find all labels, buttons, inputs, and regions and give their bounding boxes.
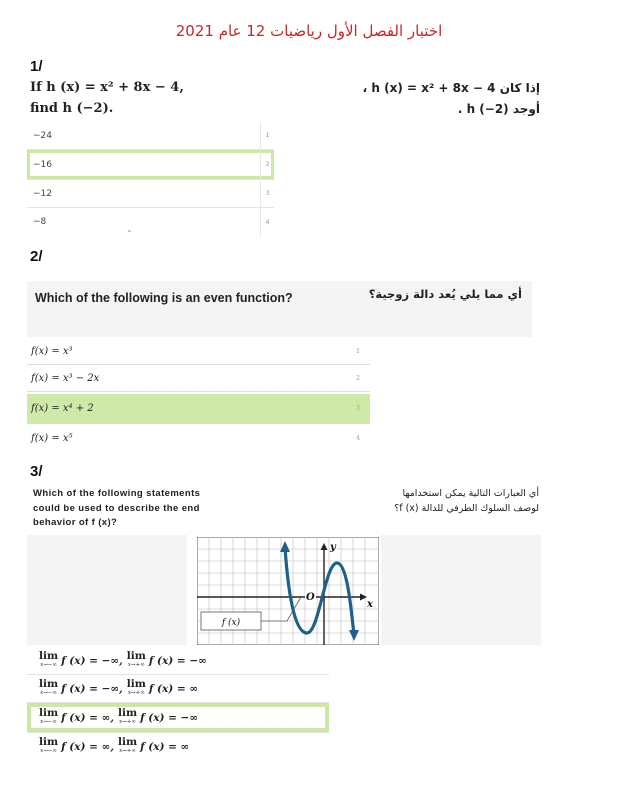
x-axis-label: x [367, 599, 373, 610]
q1-stem-en-line2: find h (−2). [30, 101, 114, 116]
option-number: 4 [356, 435, 360, 442]
q3-stem-en [33, 487, 273, 531]
q1-stem-en-line1: If h (x) = x² + 8x − 4, [30, 80, 184, 95]
lim-left: lim x→−∞ [39, 706, 59, 725]
q2-option-1[interactable] [27, 338, 370, 365]
q1-stem-ar-line2: أوجد h (−2) . [457, 102, 540, 116]
option-number: 4 [260, 208, 274, 236]
q3-option-2[interactable] [27, 675, 329, 703]
q1-option-3[interactable] [27, 180, 274, 208]
q3-stem-en-line1: Which of the following statements [33, 488, 201, 499]
graph-panel-left [27, 535, 187, 645]
q3-option-4[interactable] [27, 733, 329, 761]
option-number: 1 [260, 122, 274, 149]
q3-stem-en-line2: could be used to describe the end [33, 502, 200, 514]
q2-stem-box [27, 281, 532, 337]
option-right: f (x) = −∞ [148, 654, 207, 667]
option-text: −16 [33, 159, 52, 170]
curve-label: f (x) [221, 618, 241, 628]
option-text: f(x) = x⁵ [31, 433, 73, 444]
option-number: 3 [260, 180, 274, 207]
q3-option-3-selected[interactable] [27, 703, 329, 733]
q3-option-1[interactable] [27, 647, 329, 675]
option-left: f (x) = −∞, [61, 654, 123, 667]
lim-right: lim x→+∞ [126, 677, 146, 696]
origin-label: O [306, 592, 315, 603]
end-behavior-graph [197, 537, 379, 645]
question-number-2: 2/ [30, 248, 43, 265]
option-text: −8 [33, 217, 47, 227]
lim-right: lim x→+∞ [117, 706, 138, 725]
q1-option-4[interactable] [27, 208, 274, 236]
lim-left: lim x→−∞ [39, 677, 59, 696]
graph-panel-right [381, 535, 541, 645]
option-number: 2 [356, 374, 360, 382]
q2-option-4[interactable] [27, 425, 370, 452]
q1-option-2-selected[interactable] [27, 150, 274, 180]
q3-stem-ar-line1: أي العبارات التالية يمكن استخدامها [402, 488, 539, 499]
option-right: f (x) = −∞ [140, 711, 199, 724]
q3-stem-en-line3: behavior of f (x)? [33, 517, 118, 528]
lim-right: lim x→+∞ [126, 649, 146, 668]
option-text: f(x) = x³ − 2x [31, 372, 100, 384]
option-text: −24 [33, 130, 52, 141]
option-left: f (x) = ∞, [61, 741, 114, 753]
option-left: f (x) = −∞, [61, 682, 123, 695]
y-axis-label: y [330, 542, 336, 553]
page-title: اختبار الفصل الأول رياضيات 12 عام 2021 [175, 22, 443, 40]
lim-right: lim x→+∞ [117, 736, 138, 754]
option-number: 3 [356, 405, 360, 412]
q2-stem-en: Which of the following is an even function? [35, 291, 293, 305]
q3-stem-ar-line2: لوصف السلوك الطرفي للدالة f (x)؟ [394, 502, 539, 514]
chevron-up-icon: ⌃ [126, 229, 133, 238]
option-right: f (x) = ∞ [148, 682, 199, 695]
q1-stem-ar-line1: إذا كان h (x) = x² + 8x − 4 ، [362, 81, 540, 95]
q1-option-1[interactable] [27, 122, 274, 150]
q2-option-3-selected[interactable] [27, 394, 370, 424]
q3-stem-ar [339, 487, 539, 516]
lim-left: lim x→−∞ [39, 736, 59, 754]
option-text: f(x) = x⁴ + 2 [31, 403, 94, 414]
option-number: 1 [356, 347, 360, 355]
q2-stem-ar: أي مما يلي يُعد دالة زوجية؟ [368, 287, 522, 301]
option-text: f(x) = x³ [31, 345, 73, 357]
lim-left: lim x→−∞ [39, 649, 59, 668]
question-number-3: 3/ [30, 463, 43, 480]
question-number-1: 1/ [30, 58, 43, 75]
option-number: 2 [260, 150, 274, 179]
option-text: −12 [33, 188, 52, 199]
option-right: f (x) = ∞ [140, 741, 190, 753]
option-left: f (x) = ∞, [61, 711, 114, 724]
q2-option-2[interactable] [27, 365, 370, 392]
